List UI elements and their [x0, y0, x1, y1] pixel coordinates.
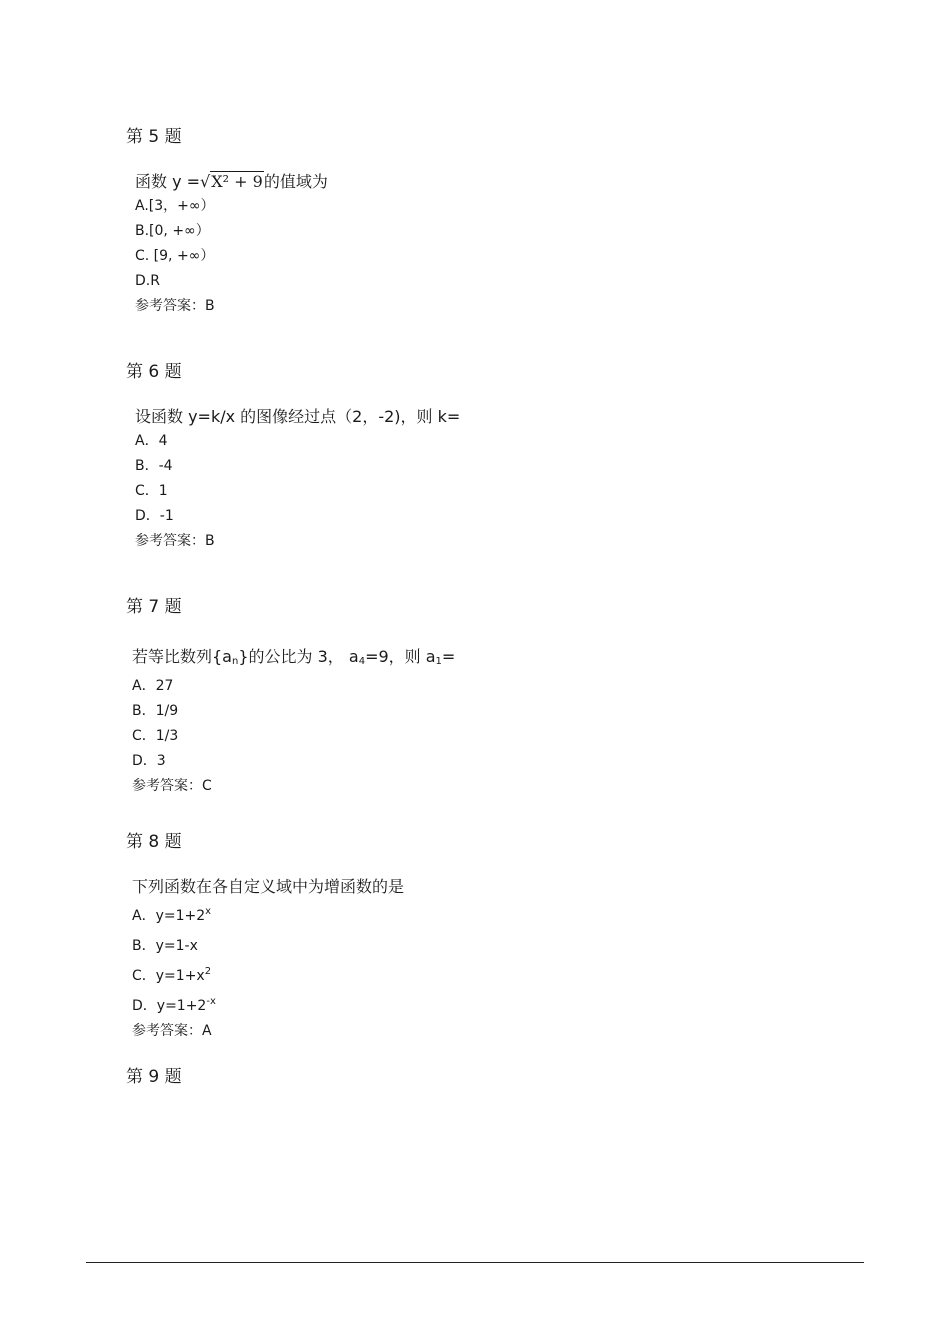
question-8-stem: 下列函数在各自定义域中为增函数的是 [132, 877, 405, 896]
question-6-stem: 设函数 y=k/x 的图像经过点（2，-2)，则 k= [135, 407, 461, 426]
question-5-option-b: B.[0, +∞） [135, 223, 210, 239]
question-7-stem-sub-1: 1 [435, 656, 442, 667]
question-8-option-c-sup: 2 [204, 966, 212, 977]
question-8-answer: 参考答案：A [132, 1023, 212, 1039]
question-6-block [135, 405, 460, 554]
question-9-heading: 第 9 题 [126, 1067, 182, 1087]
question-8-option-c-base: C．y=1+x [132, 968, 205, 984]
question-8-option-b [132, 929, 404, 959]
question-7-block [132, 645, 455, 799]
question-7-stem-sub-4: 4 [358, 656, 366, 667]
question-6-option-c: C．1 [135, 483, 168, 499]
question-8-option-a [132, 899, 404, 929]
question-8-option-d-base: D．y=1+2 [132, 998, 207, 1014]
footer-divider [86, 1262, 864, 1263]
question-6-option-d: D．-1 [135, 508, 174, 524]
question-7-stem-sub-n: n [232, 656, 239, 667]
question-8-option-a-sup: x [205, 906, 212, 917]
question-8-option-d-sup: -x [206, 996, 216, 1007]
question-7-stem-part-2: }的公比为 3， a [238, 647, 359, 666]
question-8-option-c [132, 959, 404, 989]
question-5-block [135, 170, 328, 319]
question-7-heading: 第 7 题 [126, 597, 182, 617]
question-5-stem-prefix: 函数 y =√ [135, 172, 211, 191]
question-6-answer: 参考答案：B [135, 533, 215, 549]
question-7-stem-part-3: =9，则 a [365, 647, 436, 666]
question-5-answer: 参考答案：B [135, 298, 215, 314]
question-7-option-d: D．3 [132, 753, 166, 769]
question-5-stem-radicand: X² + 9 [211, 172, 263, 191]
question-8-block [132, 875, 404, 1044]
question-6-option-a: A．4 [135, 433, 168, 449]
question-8-option-d [132, 989, 404, 1019]
question-7-option-a: A．27 [132, 678, 174, 694]
question-5-option-a: A.[3，+∞） [135, 198, 215, 214]
question-5-heading: 第 5 题 [126, 127, 182, 147]
question-8-option-b-base: B．y=1-x [132, 938, 198, 954]
question-7-option-c: C．1/3 [132, 728, 179, 744]
question-7-stem-part-1: 若等比数列{a [132, 647, 232, 666]
question-5-option-d: D.R [135, 273, 160, 289]
question-5-stem-suffix: 的值域为 [263, 172, 328, 191]
question-8-heading: 第 8 题 [126, 832, 182, 852]
question-5-stem [135, 170, 328, 194]
question-6-option-b: B．-4 [135, 458, 173, 474]
question-5-option-c: C. [9, +∞） [135, 248, 215, 264]
question-7-stem [132, 645, 455, 674]
question-8-option-a-base: A．y=1+2 [132, 908, 206, 924]
question-7-option-b: B．1/9 [132, 703, 179, 719]
question-6-heading: 第 6 题 [126, 362, 182, 382]
question-7-stem-part-4: = [441, 647, 456, 666]
question-7-answer: 参考答案：C [132, 778, 212, 794]
